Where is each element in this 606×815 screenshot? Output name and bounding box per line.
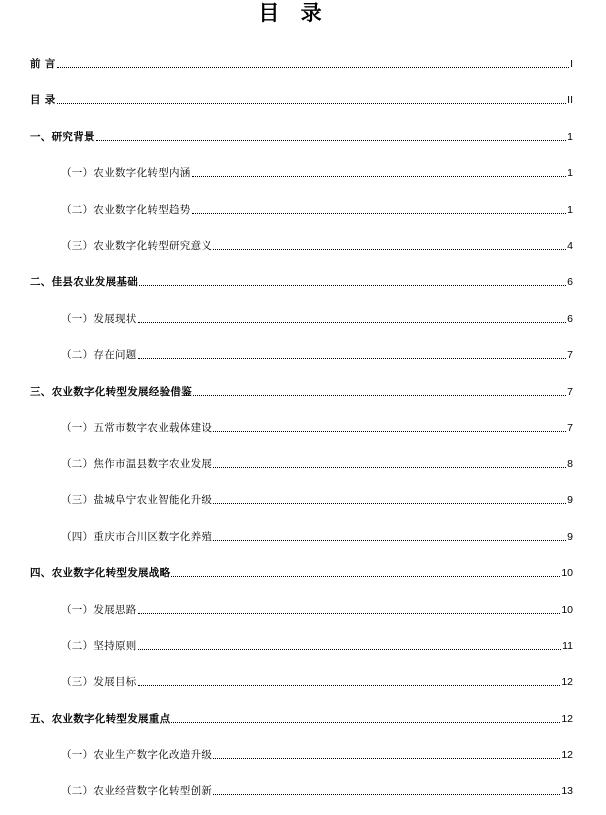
toc-page-number: 13 bbox=[561, 785, 573, 797]
toc-leader-dots bbox=[193, 395, 566, 396]
toc-entry-text: （一）五常市数字农业载体建设 bbox=[61, 422, 213, 434]
toc-entry-text: （二）农业经营数字化转型创新 bbox=[61, 785, 213, 797]
toc-leader-dots bbox=[57, 67, 570, 68]
toc-entry-section-3-4[interactable] bbox=[61, 528, 573, 544]
toc-page-number: 11 bbox=[562, 640, 573, 652]
toc-page-number: 8 bbox=[567, 458, 573, 470]
toc-page-number: 6 bbox=[567, 313, 573, 325]
toc-entry-section-5-2[interactable] bbox=[61, 782, 573, 798]
toc-leader-dots bbox=[171, 576, 560, 577]
toc-entry-text: 三、农业数字化转型发展经验借鉴 bbox=[30, 386, 192, 398]
toc-page-number: I bbox=[570, 58, 573, 70]
toc-page-number: 7 bbox=[567, 349, 573, 361]
toc-entry-text: （一）发展思路 bbox=[61, 604, 137, 616]
toc-entry-text: （二）农业数字化转型趋势 bbox=[61, 204, 191, 216]
toc-entry-chapter-2[interactable] bbox=[30, 273, 573, 289]
toc-page-number: 1 bbox=[567, 204, 573, 216]
toc-entry-section-4-3[interactable] bbox=[61, 673, 573, 689]
toc-leader-dots bbox=[192, 213, 567, 214]
toc-page-number: 9 bbox=[567, 494, 573, 506]
toc-entry-section-2-1[interactable] bbox=[61, 310, 573, 326]
toc-leader-dots bbox=[213, 467, 566, 468]
toc-entry-section-3-3[interactable] bbox=[61, 491, 573, 507]
toc-page-number: 1 bbox=[567, 167, 573, 179]
toc-entry-text: （三）盐城阜宁农业智能化升级 bbox=[61, 494, 213, 506]
toc-entry-text: 五、农业数字化转型发展重点 bbox=[30, 713, 171, 725]
toc-entry-chapter-3[interactable] bbox=[30, 383, 573, 399]
toc-leader-dots bbox=[138, 649, 561, 650]
toc-entry-text: （二）坚持原则 bbox=[61, 640, 137, 652]
toc-leader-dots bbox=[139, 285, 566, 286]
toc-entry-text: （一）发展现状 bbox=[61, 313, 137, 325]
toc-entry-section-3-1[interactable] bbox=[61, 419, 573, 435]
toc-leader-dots bbox=[213, 431, 566, 432]
toc-page-number: 4 bbox=[567, 240, 573, 252]
toc-leader-dots bbox=[213, 758, 560, 759]
toc-entry-text: 一、研究背景 bbox=[30, 131, 95, 143]
toc-page-number: 12 bbox=[561, 676, 573, 688]
toc-entry-section-1-1[interactable] bbox=[61, 164, 573, 180]
toc-leader-dots bbox=[138, 685, 561, 686]
toc-entry-chapter-5[interactable] bbox=[30, 710, 573, 726]
toc-leader-dots bbox=[57, 103, 567, 104]
toc-entry-section-2-2[interactable] bbox=[61, 346, 573, 362]
toc-entry-section-4-2[interactable] bbox=[61, 637, 573, 653]
toc-leader-dots bbox=[138, 613, 561, 614]
toc-page-number: 10 bbox=[561, 604, 573, 616]
toc-entry-section-1-3[interactable] bbox=[61, 237, 573, 253]
toc-page-number: 12 bbox=[561, 713, 573, 725]
toc-entry-text: （一）农业生产数字化改造升级 bbox=[61, 749, 213, 761]
toc-page-number: II bbox=[567, 94, 573, 106]
toc-page-number: 7 bbox=[567, 422, 573, 434]
toc-leader-dots bbox=[213, 540, 566, 541]
toc-entry-section-5-1[interactable] bbox=[61, 746, 573, 762]
toc-page-number: 12 bbox=[561, 749, 573, 761]
toc-entry-text: （一）农业数字化转型内涵 bbox=[61, 167, 191, 179]
toc-entry-section-3-2[interactable] bbox=[61, 455, 573, 471]
toc-entry-preface[interactable] bbox=[30, 55, 573, 71]
toc-entry-text: （三）农业数字化转型研究意义 bbox=[61, 240, 213, 252]
toc-entry-text: （三）发展目标 bbox=[61, 676, 137, 688]
toc-page-number: 7 bbox=[567, 386, 573, 398]
toc-entry-contents[interactable] bbox=[30, 91, 573, 107]
toc-leader-dots bbox=[192, 176, 567, 177]
page-title: 目 录 bbox=[258, 1, 324, 25]
toc-page-number: 9 bbox=[567, 531, 573, 543]
toc-entry-text: （二）焦作市温县数字农业发展 bbox=[61, 458, 213, 470]
toc-leader-dots bbox=[213, 249, 566, 250]
toc-page-number: 6 bbox=[567, 276, 573, 288]
toc-entry-text: 目 录 bbox=[30, 94, 56, 106]
toc-entry-section-4-1[interactable] bbox=[61, 601, 573, 617]
toc-leader-dots bbox=[213, 503, 566, 504]
toc-entry-text: 四、农业数字化转型发展战略 bbox=[30, 567, 171, 579]
toc-entry-text: （四）重庆市合川区数字化养殖 bbox=[61, 531, 213, 543]
toc-entry-text: （二）存在问题 bbox=[61, 349, 137, 361]
toc-leader-dots bbox=[138, 358, 567, 359]
toc-leader-dots bbox=[213, 794, 560, 795]
toc-page-number: 1 bbox=[567, 131, 573, 143]
toc-leader-dots bbox=[96, 140, 566, 141]
toc-entry-text: 二、佳县农业发展基础 bbox=[30, 276, 138, 288]
toc-entry-text: 前 言 bbox=[30, 58, 56, 70]
toc-entry-chapter-1[interactable] bbox=[30, 128, 573, 144]
toc-entry-chapter-4[interactable] bbox=[30, 564, 573, 580]
toc-entry-section-1-2[interactable] bbox=[61, 201, 573, 217]
toc-page-number: 10 bbox=[561, 567, 573, 579]
toc-leader-dots bbox=[171, 722, 560, 723]
toc-leader-dots bbox=[138, 322, 567, 323]
